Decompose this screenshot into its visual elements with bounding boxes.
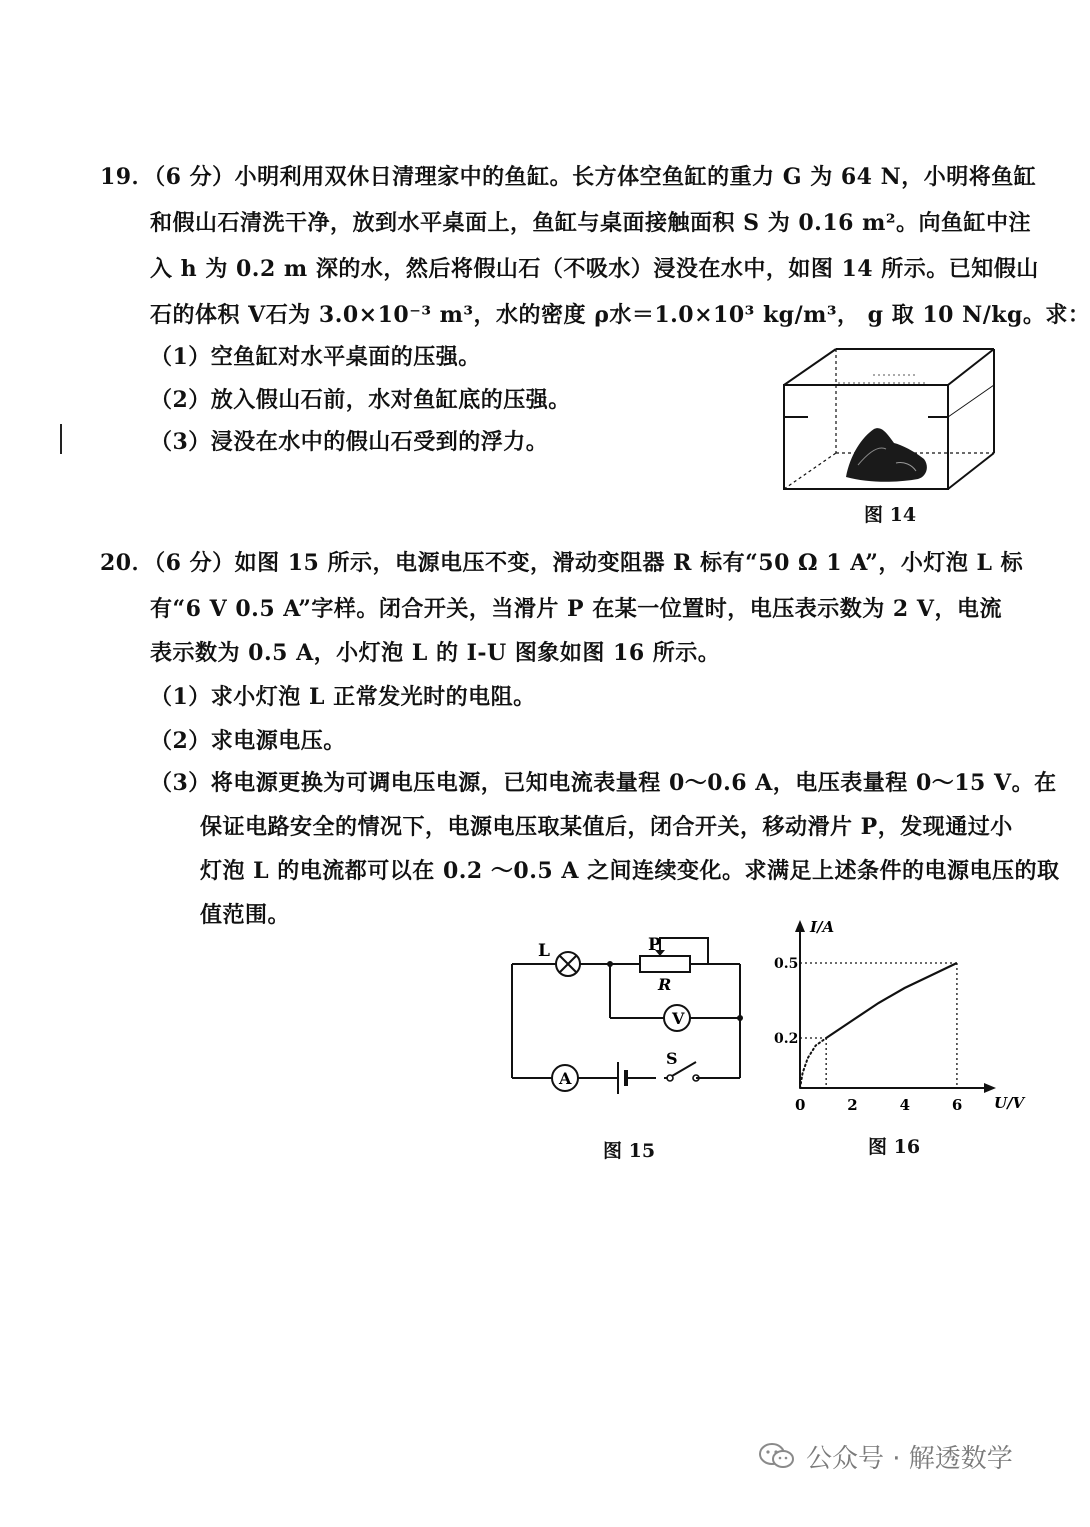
watermark-text: 公众号 · 解透数学	[806, 1443, 1013, 1474]
watermark	[758, 1434, 1013, 1478]
fig15-circuit	[500, 928, 760, 1118]
x-tick-0: 0	[795, 1096, 806, 1114]
q19-line-3: 入 h 为 0.2 m 深的水，然后将假山石（不吸水）浸没在水中，如图 14 所示。已知假山	[150, 256, 1039, 282]
q20-sub-3-line-3: 灯泡 L 的电流都可以在 0.2 ～0.5 A 之间连续变化。求满足上述条件的电源电压的取	[200, 858, 1060, 884]
wechat-icon	[758, 1441, 796, 1471]
series-line-1	[826, 963, 957, 1038]
slider-label: P	[648, 935, 661, 955]
fig16-caption: 图 16	[868, 1136, 921, 1158]
q20-sub-1: （1）求小灯泡 L 正常发光时的电阻。	[150, 684, 536, 710]
x-tick-6: 6	[951, 1096, 963, 1114]
q19-sub-3: （3）浸没在水中的假山石受到的浮力。	[150, 429, 549, 455]
q20-sub-3-line-2: 保证电路安全的情况下，电源电压取某值后，闭合开关，移动滑片 P，发现通过小	[200, 814, 1013, 840]
switch-label: S	[666, 1049, 678, 1068]
ammeter-label: A	[559, 1069, 572, 1088]
chart-axes	[795, 918, 1026, 1112]
chart-ticks	[774, 956, 962, 1114]
series-line-0	[800, 1038, 826, 1088]
q19-sub-2: （2）放入假山石前，水对鱼缸底的压强。	[150, 387, 571, 413]
x-axis-arrow	[984, 1083, 996, 1093]
x-tick-2: 2	[847, 1096, 858, 1114]
fig14-fish-tank	[778, 345, 1000, 495]
rheostat-label: R	[658, 975, 672, 994]
margin-mark	[60, 424, 62, 454]
x-axis-label: U/V	[994, 1094, 1025, 1112]
q20-line-3: 表示数为 0.5 A，小灯泡 L 的 I-U 图象如图 16 所示。	[150, 640, 721, 666]
lamp-label: L	[538, 941, 550, 961]
y-tick-0.5: 0.5	[774, 956, 799, 972]
q19-line-1: 19．（6 分）小明利用双休日清理家中的鱼缸。长方体空鱼缸的重力 G 为 64 N，小明将鱼缸	[100, 164, 1037, 190]
y-axis-arrow	[795, 920, 805, 932]
chart-series	[800, 963, 957, 1088]
x-tick-4: 4	[899, 1096, 911, 1114]
q19-line-4: 石的体积 V石为 3.0×10⁻³ m³，水的密度 ρ水＝1.0×10³ kg/m³， g 取 10 N/kg。求：	[150, 302, 1090, 328]
fig14-caption: 图 14	[864, 504, 917, 526]
y-tick-0.2: 0.2	[774, 1031, 799, 1047]
q20-line-2: 有“6 V 0.5 A”字样。闭合开关，当滑片 P 在某一位置时，电压表示数为 2 V，电流	[150, 596, 1002, 622]
y-axis-label: I/A	[810, 918, 835, 936]
chart-guides	[800, 963, 957, 1088]
q19-sub-1: （1）空鱼缸对水平桌面的压强。	[150, 344, 481, 370]
q19-line-2: 和假山石清洗干净，放到水平桌面上，鱼缸与桌面接触面积 S 为 0.16 m²。向鱼缸中注	[150, 210, 1032, 236]
voltmeter-label: V	[672, 1009, 685, 1028]
fig15-caption: 图 15	[603, 1140, 656, 1162]
q20-sub-3-line-4: 值范围。	[200, 902, 291, 928]
q20-sub-3-line-1: （3）将电源更换为可调电压电源，已知电流表量程 0～0.6 A，电压表量程 0～15 V。在	[150, 770, 1057, 796]
fig16-iu-graph	[770, 918, 1025, 1118]
q20-line-1: 20．（6 分）如图 15 所示，电源电压不变，滑动变阻器 R 标有“50 Ω 1 A”，小灯泡 L 标	[100, 550, 1024, 576]
q20-sub-2: （2）求电源电压。	[150, 728, 346, 754]
